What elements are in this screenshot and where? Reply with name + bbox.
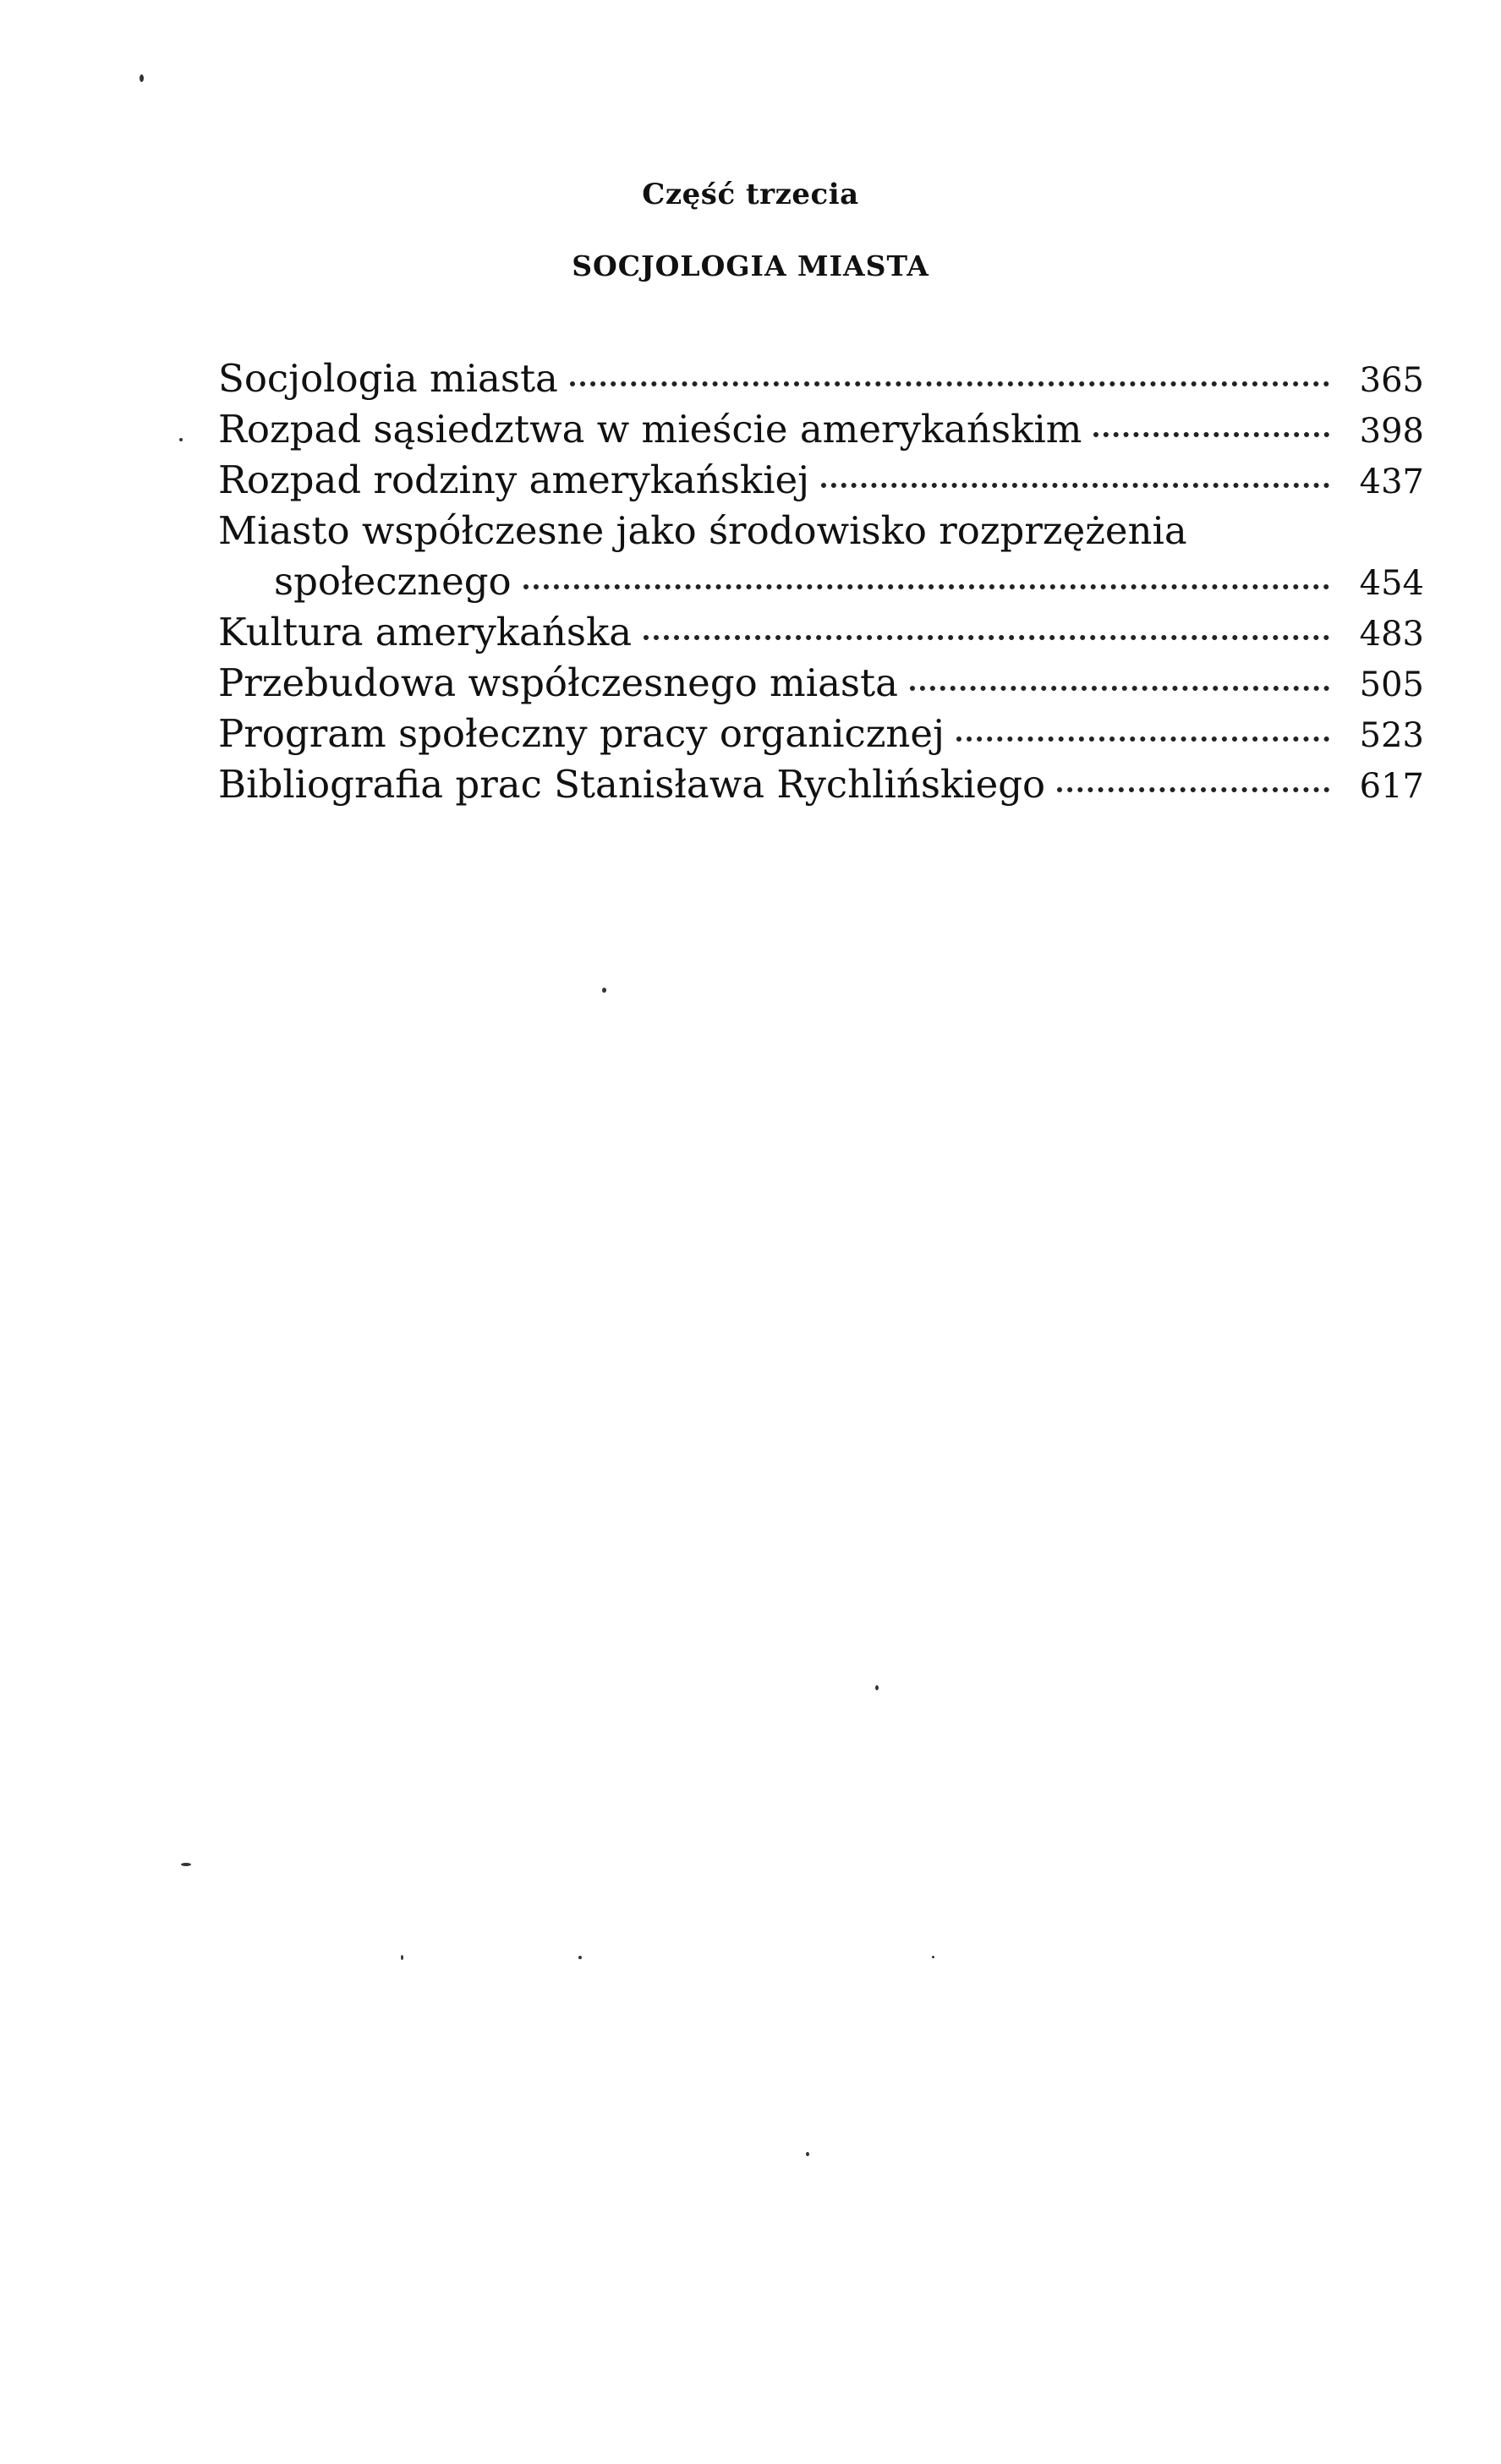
part-title: Część trzecia: [642, 178, 859, 211]
toc-entry-page: 454: [1359, 564, 1424, 603]
toc-entry-page: 505: [1359, 665, 1424, 704]
scan-speck: [140, 74, 144, 82]
toc-entry-title: Rozpad rodziny amerykańskiej: [218, 457, 810, 502]
toc-entry[interactable]: [218, 353, 1424, 404]
dot-leader: [910, 686, 1329, 691]
toc-entry-title: Bibliografia prac Stanisława Rychlińskiego: [218, 762, 1046, 807]
dot-leader: [523, 584, 1329, 589]
toc-entry[interactable]: [218, 709, 1424, 759]
dot-leader: [570, 381, 1329, 386]
toc-entry-title: Rozpad sąsiedztwa w mieście amerykańskim: [218, 407, 1082, 452]
toc-entry-title: Miasto współczesne jako środowisko rozprzężenia: [218, 508, 1187, 553]
toc-entry-multiline[interactable]: [218, 506, 1424, 556]
dot-leader: [1093, 432, 1329, 437]
toc-entry-page: 617: [1359, 767, 1424, 806]
toc-entry-title: społecznego: [274, 559, 512, 604]
section-title: SOCJOLOGIA MIASTA: [572, 249, 929, 282]
toc-entry[interactable]: [218, 607, 1424, 658]
dot-leader: [644, 635, 1329, 640]
scan-speck: [875, 1685, 879, 1690]
toc-entry[interactable]: [218, 759, 1424, 810]
scan-speck: [181, 1863, 191, 1866]
dot-leader: [956, 736, 1329, 742]
table-of-contents: [218, 353, 1424, 810]
toc-entry-title: Program społeczny pracy organicznej: [218, 711, 945, 756]
toc-entry-title: Przebudowa współczesnego miasta: [218, 660, 898, 705]
toc-entry-page: 398: [1359, 412, 1424, 451]
toc-entry[interactable]: [218, 404, 1424, 455]
scan-speck: [401, 1955, 403, 1960]
scan-speck: [179, 438, 183, 441]
toc-entry-page: 437: [1359, 463, 1424, 501]
scan-speck: [602, 988, 606, 993]
toc-entry[interactable]: [218, 455, 1424, 506]
toc-entry-title: Socjologia miasta: [218, 356, 558, 401]
dot-leader: [1057, 787, 1329, 792]
toc-entry-title: Kultura amerykańska: [218, 610, 633, 654]
toc-entry-page: 523: [1359, 716, 1424, 755]
dot-leader: [821, 483, 1329, 488]
toc-entry-page: 365: [1359, 361, 1424, 400]
scan-speck: [806, 2152, 809, 2156]
scan-speck: [578, 1956, 582, 1959]
toc-entry-page: 483: [1359, 615, 1424, 654]
toc-entry[interactable]: [218, 658, 1424, 709]
toc-entry-continuation[interactable]: [218, 556, 1424, 607]
scan-speck: [932, 1956, 934, 1958]
